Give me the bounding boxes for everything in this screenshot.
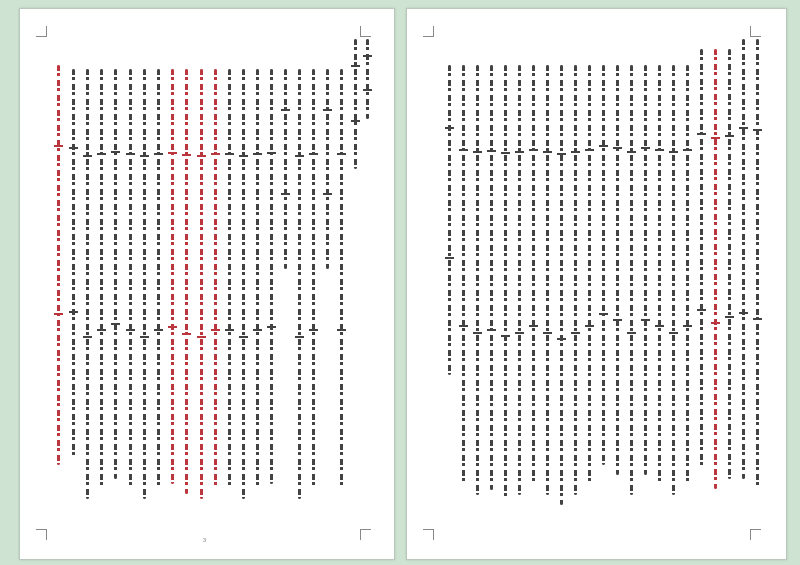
text-column <box>686 65 689 485</box>
text-column <box>672 65 675 495</box>
text-column <box>756 39 759 489</box>
text-column <box>546 65 549 495</box>
text-column <box>298 69 301 499</box>
text-column <box>312 69 315 489</box>
crop-mark-top-left <box>423 26 434 37</box>
text-column <box>86 69 89 499</box>
text-column <box>476 65 479 495</box>
text-column <box>518 65 521 495</box>
text-column <box>728 49 731 479</box>
text-column <box>532 65 535 485</box>
text-column <box>100 69 103 489</box>
text-column <box>57 65 60 465</box>
text-column <box>340 69 343 489</box>
text-column <box>462 65 465 485</box>
text-column <box>242 69 245 499</box>
document-page-right <box>406 8 787 560</box>
document-page-left <box>19 8 395 560</box>
text-column <box>714 49 717 489</box>
crop-mark-top-left <box>36 26 47 37</box>
text-column <box>560 65 563 505</box>
crop-mark-bottom-right <box>750 529 761 540</box>
crop-mark-top-right <box>750 26 761 37</box>
text-column <box>490 65 493 490</box>
text-column <box>366 39 369 119</box>
text-column <box>742 39 745 479</box>
crop-mark-bottom-right <box>360 529 371 540</box>
page-number: 3 <box>203 538 206 544</box>
text-column <box>185 69 188 494</box>
text-column <box>200 69 203 499</box>
text-column <box>114 69 117 479</box>
text-column <box>157 69 160 489</box>
text-column <box>574 65 577 495</box>
text-column <box>354 39 357 169</box>
crop-mark-top-right <box>360 26 371 37</box>
text-column <box>630 65 633 495</box>
text-column <box>284 69 287 269</box>
text-column <box>214 69 217 489</box>
text-column <box>700 49 703 469</box>
text-column <box>143 69 146 499</box>
text-column <box>228 69 231 489</box>
text-column <box>644 65 647 475</box>
text-column <box>326 69 329 269</box>
text-column <box>448 65 451 375</box>
crop-mark-bottom-left <box>36 529 47 540</box>
text-column <box>129 69 132 489</box>
text-column <box>504 65 507 500</box>
text-column <box>602 65 605 465</box>
text-column <box>270 69 273 484</box>
text-column <box>616 65 619 475</box>
text-column <box>256 69 259 489</box>
text-column <box>588 65 591 485</box>
text-column <box>72 69 75 459</box>
text-column <box>171 69 174 484</box>
text-column <box>658 65 661 485</box>
crop-mark-bottom-left <box>423 529 434 540</box>
